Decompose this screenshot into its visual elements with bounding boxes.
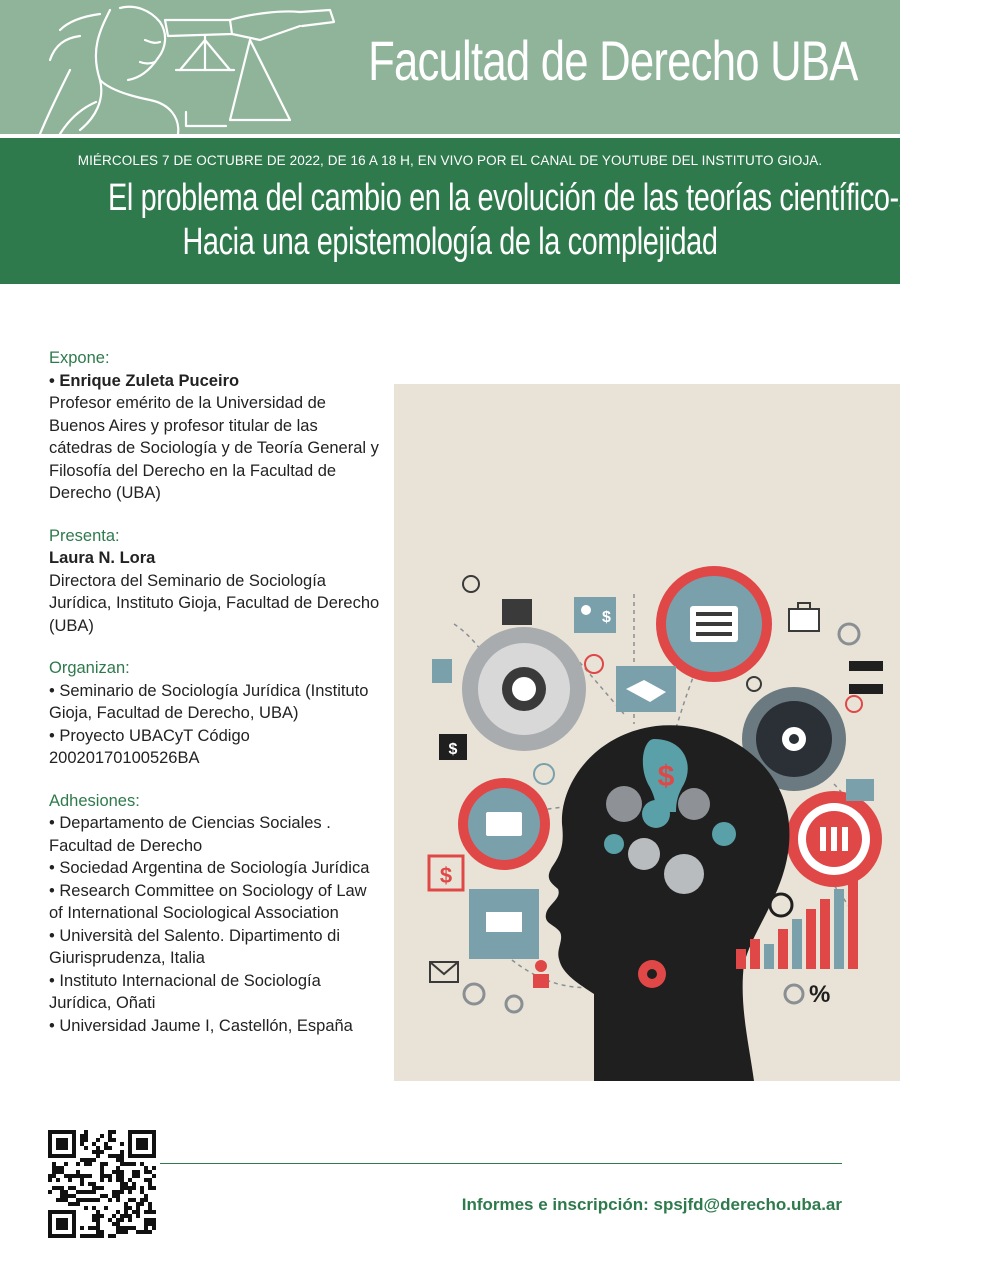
id-card-icon bbox=[469, 889, 539, 959]
person-id-icon bbox=[574, 597, 616, 633]
adhesion-item: • Università del Salento. Dipartimento di Giurisprudenza, Italia bbox=[49, 926, 340, 967]
adhesion-item: • Research Committee on Sociology of Law of International Sociological Association bbox=[49, 881, 367, 922]
gauge-right-mid bbox=[786, 791, 882, 887]
svg-text:$: $ bbox=[602, 609, 611, 626]
header-title: Facultad de Derecho UBA bbox=[368, 29, 858, 92]
contact-info[interactable]: Informes e inscripción: spsjfd@derecho.uba.ar bbox=[461, 1195, 842, 1214]
justice-figure-illustration bbox=[0, 0, 400, 134]
percent-icon: % bbox=[809, 981, 831, 1008]
dollar-icon: $ bbox=[657, 760, 675, 793]
head-silhouette bbox=[546, 725, 790, 1081]
adhesion-item: • Universidad Jaume I, Castellón, España bbox=[49, 1016, 353, 1035]
phone-icon bbox=[770, 894, 792, 916]
header-band bbox=[0, 0, 900, 134]
footer-divider bbox=[160, 1163, 842, 1164]
head-gears-illustration bbox=[394, 384, 900, 1081]
speaker-bio: Profesor emérito de la Universidad de Buenos Aires y profesor titular de las cátedras de Sociología y de Teoría General y Filosofía del Derecho en la Facultad de Derecho (UBA) bbox=[49, 394, 379, 502]
event-title-line-1: El problema del cambio en la evolución de las teorías científico-sociales. bbox=[108, 177, 1008, 219]
organizer-item: • Seminario de Sociología Jurídica (Instituto Gioja, Facultad de Derecho, UBA) bbox=[49, 681, 369, 722]
qr-code[interactable] bbox=[48, 1130, 156, 1238]
dollar-sign-icon bbox=[429, 856, 463, 890]
organizan-section bbox=[49, 657, 384, 770]
handshake-icon bbox=[616, 666, 676, 712]
adhesiones-section bbox=[49, 790, 384, 1038]
gauge-left-mid bbox=[458, 778, 550, 870]
expone-section bbox=[49, 347, 384, 505]
illustration-svg bbox=[394, 384, 900, 1081]
event-banner bbox=[0, 138, 1008, 284]
presenter-name: Laura N. Lora bbox=[49, 549, 156, 567]
svg-text:$: $ bbox=[439, 863, 453, 888]
presenta-heading: Presenta: bbox=[49, 526, 120, 545]
organizer-item: • Proyecto UBACyT Código 20020170100526BA bbox=[49, 726, 250, 767]
speaker-name: • Enrique Zuleta Puceiro bbox=[49, 371, 240, 390]
event-date-line: MIÉRCOLES 7 DE OCTUBRE DE 2022, DE 16 A 18 H, EN VIVO POR EL CANAL DE YOUTUBE DEL INSTITUTO GIOJA. bbox=[77, 153, 823, 168]
gear-large-left bbox=[462, 627, 586, 751]
envelope-icon bbox=[430, 962, 458, 982]
gear-small-bottom bbox=[638, 960, 666, 988]
briefcase-icon bbox=[789, 603, 819, 631]
person-icon bbox=[533, 960, 549, 988]
presenta-section bbox=[49, 525, 384, 638]
adhesion-item: • Sociedad Argentina de Sociología Jurídica bbox=[49, 859, 370, 877]
dollar-bag-icon bbox=[439, 734, 467, 760]
big-gauge-top-right bbox=[656, 566, 772, 682]
adhesion-item: • Departamento de Ciencias Sociales . Facultad de Derecho bbox=[49, 814, 331, 855]
adhesion-item: • Instituto Internacional de Sociología Jurídica, Oñati bbox=[49, 971, 321, 1012]
expone-heading: Expone: bbox=[49, 349, 110, 367]
adhesiones-heading: Adhesiones: bbox=[49, 791, 140, 810]
event-title-line-2: Hacia una epistemología de la complejidad bbox=[182, 221, 718, 263]
svg-text:$: $ bbox=[448, 741, 458, 758]
organizan-heading: Organizan: bbox=[49, 659, 130, 677]
presenter-bio: Directora del Seminario de Sociología Jurídica, Instituto Gioja, Facultad de Derecho (UBA) bbox=[49, 571, 380, 635]
event-info-column bbox=[49, 347, 384, 1057]
